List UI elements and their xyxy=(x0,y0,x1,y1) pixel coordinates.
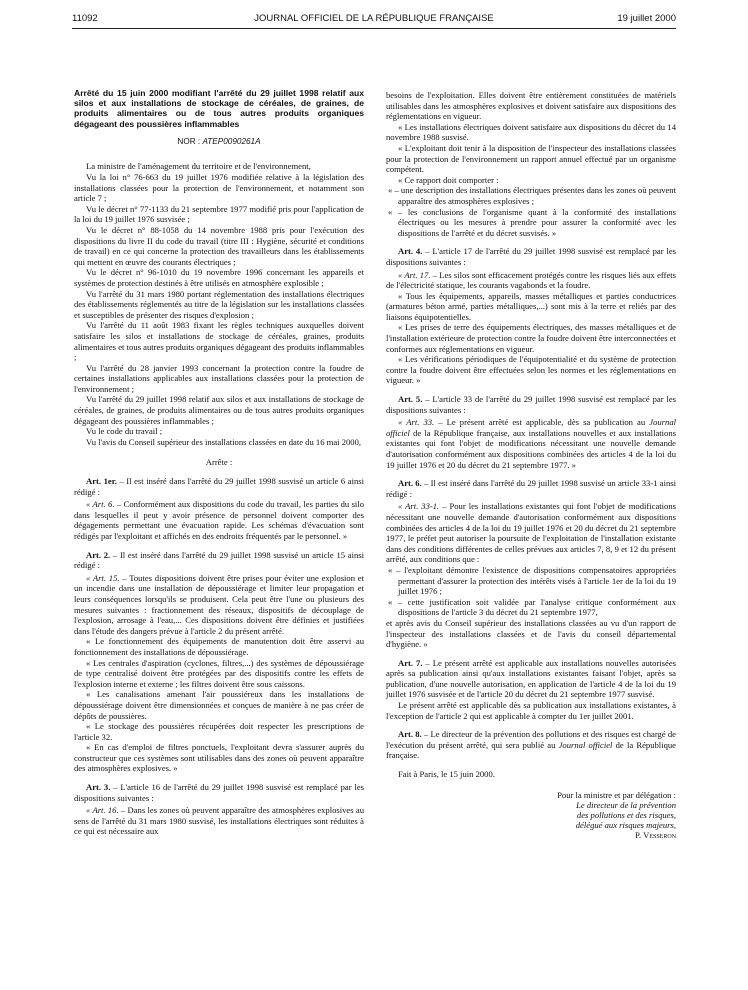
page-number: 11092 xyxy=(72,13,98,24)
article-15-paragraph: « Les canalisations amenant l'air poussiéreux dans les installations de dépoussiérage doivent être dimensionnées et conçues de manière à ne pas créer de dépôts de poussières. xyxy=(74,689,364,721)
nor-reference: NOR : ATEP0090261A xyxy=(177,136,261,146)
article-33-1-closing: et après avis du Conseil supérieur des installations classées au vu d'un rapport de l'inspecteur des installations classées et de l'avis du conseil départemental d'hygiène. » xyxy=(386,617,676,650)
visa-paragraph: Vu le code du travail ; xyxy=(86,426,163,437)
dash-item: « – cette justification soit validée par l'analyse critique conformément aux dispositions de l'article 3 du décret du 21 septembre 1977, xyxy=(388,596,676,618)
decree-title: Arrêté du 15 juin 2000 modifiant l'arrêté du 29 juillet 1998 relatif aux silos et aux installations de stockage de céréales, de graines, de produits alimentaires ou de tous autres produits organiques dégageant des poussières inflammables xyxy=(74,88,364,129)
article-2: Art. 2. – Il est inséré dans l'arrêté du 29 juillet 1998 susvisé un article 15 ainsi rédigé : xyxy=(74,549,364,571)
dash-item: « – les conclusions de l'organisme quant à la conformité des installations électriques ou les mesures à prendre pour assurer la conformité avec les dispositions de l'arrêté et du décret susvisés. » xyxy=(388,206,676,238)
visa-paragraph: Vu le décret n° 77-1133 du 21 septembre 1977 modifié pris pour l'application de la loi du 19 juillet 1976 susvisée ; xyxy=(74,203,364,225)
article-17-text: « Art. 17. – Les silos sont efficacement protégés contre les risques liés aux effets de l'électricité statique, les courants vagabonds et la foudre. xyxy=(386,269,676,291)
article-1: Art. 1er. – Il est inséré dans l'arrêté du 29 juillet 1998 susvisé un article 6 ainsi rédigé : xyxy=(74,476,364,497)
article-7-paragraph: Le présent arrêté est applicable dès sa publication aux installations existantes, à l'exception de l'article 2 qui est applicable à compter du 1er juillet 2001. xyxy=(386,700,676,721)
signature-line: délégué aux risques majeurs, xyxy=(575,820,676,831)
journal-title: JOURNAL OFFICIEL DE LA RÉPUBLIQUE FRANÇAISE xyxy=(254,13,494,24)
page-header xyxy=(72,14,676,29)
right-column xyxy=(386,90,676,841)
visa-paragraph: Vu l'arrêté du 11 août 1983 fixant les règles techniques auxquelles doivent satisfaire les silos et installations de stockage de céréales, graines, produits alimentaires et tous autres produits organiques dégageant des produits inflammables ; xyxy=(74,320,364,363)
article-16-continuation: besoins de l'exploitation. Elles doivent être entièrement constituées de matériels utilisables dans les atmosphères explosives et doivent satisfaire aux dispositions des réglementations en vigueur. xyxy=(386,90,676,122)
article-16-paragraph: « Ce rapport doit comporter : xyxy=(398,174,499,185)
visa-paragraph: Vu l'arrêté du 31 mars 1980 portant réglementation des installations électriques des établissements réglementés au titre de la législation sur les installations classées et susceptibles de présenter des risques d'explosion ; xyxy=(74,288,364,320)
dash-item: « – l'exploitant démontre l'existence de dispositions compensatoires appropriées permettant d'assurer la protection des intérêts visés à l'article 1er de la loi du 19 juillet 1976 ; xyxy=(388,564,676,597)
article-33-text: « Art. 33. – Le présent arrêté est applicable, dès sa publication au Journal officiel de la République française, aux installations nouvelles et aux installations existantes qui font l'objet de modifications nécessitant une nouvelle demande d'autorisation conformément aux dispositions combinées des articles 4 de la loi du 19 juillet 1976 et 20 du décret du 21 septembre 1977. » xyxy=(386,417,676,470)
arrete-label: Arrête : xyxy=(205,457,233,468)
article-6: Art. 6. – Il est inséré dans l'arrêté du 29 juillet 1998 susvisé un article 33-1 ainsi rédigé : xyxy=(386,478,676,499)
signature-line: des pollutions et des risques, xyxy=(576,810,676,821)
visa-paragraph: Vu l'arrêté du 29 juillet 1998 relatif aux silos et aux installations de stockage de céréales, de graines, de produits alimentaires ou de tous autres produits organiques dégageant des poussières inflammables ; xyxy=(74,394,364,426)
visa-paragraph: Vu l'avis du Conseil supérieur des installations classées en date du 16 mai 2000, xyxy=(86,436,362,447)
article-3: Art. 3. – L'article 16 de l'arrêté du 29 juillet 1998 susvisé est remplacé par les dispositions suivantes : xyxy=(74,782,364,803)
signature-line: Le directeur de la prévention xyxy=(576,799,676,810)
nor-code: ATEP0090261A xyxy=(202,136,261,146)
article-15-text: « Art. 15. – Toutes dispositions doivent être prises pour éviter une explosion et un incendie dans une installation de dépoussiérage et limiter leur propagation et leurs conséquences lorsqu'ils se produisent. Cela peut être l'une ou plusieurs des mesures suivantes : fractionnement des réseaux, dispositifs de découplage de l'explosion, arrosage à l'eau,... Ces dispositions doivent être définies et justifiées dans l'étude des dangers prévue à l'article 2 du présent arrêté. xyxy=(74,572,364,636)
article-17-paragraph: « Les prises de terre des équipements électriques, des masses métalliques et de l'installation extérieure de protection contre la foudre doivent être interconnectées et conformes aux réglementations en vigueur. xyxy=(386,322,676,354)
left-column xyxy=(74,88,364,837)
signature-block xyxy=(386,790,676,841)
dash-item: « – une description des installations électriques présentes dans les zones où peuvent apparaître des atmosphères explosives ; xyxy=(388,185,676,206)
signature-place-date: Fait à Paris, le 15 juin 2000. xyxy=(398,769,495,780)
issue-date: 19 juillet 2000 xyxy=(617,13,676,24)
article-17-paragraph: « Les vérifications périodiques de l'équipotentialité et du système de protection contre la foudre doivent être effectuées selon les normes et les réglementations en vigueur. » xyxy=(386,354,676,386)
article-15-paragraph: « Le fonctionnement des équipements de manutention doit être asservi au fonctionnement des installations de dépoussiérage. xyxy=(74,636,364,657)
visa-paragraph: Vu la loi n° 76-663 du 19 juillet 1976 modifiée relative à la législation des installations classées pour la protection de l'environnement, et notamment son article 7 ; xyxy=(74,172,364,204)
visa-paragraph: Vu le décret n° 88-1058 du 14 novembre 1988 pris pour l'exécution des dispositions du livre II du code du travail (titre III : Hygiène, sécurité et conditions de travail) en ce qui concerne la protection des travailleurs dans les établissements qui mettent en œuvre des courants électriques ; xyxy=(74,224,364,267)
visa-paragraph: Vu le décret n° 96-1010 du 19 novembre 1996 concernant les appareils et systèmes de protection destinés à être utilisés en atmosphère explosible ; xyxy=(74,267,364,288)
article-4: Art. 4. – L'article 17 de l'arrêté du 29 juillet 1998 susvisé est remplacé par les dispositions suivantes : xyxy=(386,246,676,267)
article-16-text: « Art. 16. – Dans les zones où peuvent apparaître des atmosphères explosives au sens de l'arrêté du 31 mars 1980 susvisé, les installations électriques sont réduites à ce qui est nécessaire aux xyxy=(74,805,364,837)
article-6-text: « Art. 6. – Conformément aux dispositions du code du travail, les parties du silo dans lesquelles il peut y avoir présence de personnel doivent comporter des dégagements permettant une évacuation rapide. Les schémas d'évacuation sont rédigés par l'exploitant et affichés en des endroits fréquentés par le personnel. » xyxy=(74,499,365,541)
article-33-1-text: « Art. 33-1. – Pour les installations existantes qui font l'objet de modifications nécessitant une nouvelle demande d'autorisation conformément aux dispositions combinées des articles 4 de la loi du 19 juillet 1976 et 20 du décret du 21 septembre 1977, le préfet peut autoriser la poursuite de l'exploitation de l'installation existante dans des conditions différentes de celles prévues aux articles 7, 8, 9 et 12 du présent arrêté, aux conditions que : xyxy=(386,501,676,565)
article-16-paragraph: « Les installations électriques doivent satisfaire aux dispositions du décret du 14 novembre 1988 susvisé. xyxy=(386,121,676,143)
article-7: Art. 7. – Le présent arrêté est applicable aux installations nouvelles autorisées après sa publication ainsi qu'aux installations existantes faisant l'objet, après sa publication, d'une nouvelle autorisation, en application de l'article 4 de la loi du 19 juillet 1976 susvisée et de l'article 20 du décret du 21 septembre 1977 susvisé. xyxy=(386,657,677,700)
article-15-paragraph: « Les centrales d'aspiration (cyclones, filtres,...) des systèmes de dépoussiérage de type centralisé doivent être protégées par des dispositifs contre les effets de l'explosion interne et externe ; les filtres doivent être sous caissons. xyxy=(74,657,364,689)
article-5: Art. 5. – L'article 33 de l'arrêté du 29 juillet 1998 susvisé est remplacé par les dispositions suivantes : xyxy=(386,394,676,415)
article-17-paragraph: « Tous les équipements, appareils, masses métalliques et parties conductrices (armatures béton armé, parties métalliques,...) sont mis à la terre et reliés par des liaisons équipotentielles. xyxy=(386,290,676,322)
visa-paragraph: Vu l'arrêté du 28 janvier 1993 concernant la protection contre la foudre de certaines installations applicables aux installations classées pour la protection de l'environnement ; xyxy=(74,362,364,394)
article-15-paragraph: « Le stockage des poussières récupérées doit respecter les prescriptions de l'article 32. xyxy=(74,721,364,742)
signatory-name: P. Vesseron xyxy=(635,830,676,841)
visa-paragraph: La ministre de l'aménagement du territoire et de l'environnement, xyxy=(86,161,311,172)
article-8: Art. 8. – Le directeur de la prévention des pollutions et des risques est chargé de l'exécution du présent arrêté, qui sera publié au Journal officiel de la République française. xyxy=(386,729,677,761)
visas xyxy=(74,161,364,447)
signature-line: Pour la ministre et par délégation : xyxy=(557,789,676,800)
article-16-paragraph: « L'exploitant doit tenir à la disposition de l'inspecteur des installations classées pour la protection de l'environnement un rapport annuel effectué par un organisme compétent. xyxy=(386,142,676,175)
article-15-paragraph: « En cas d'emploi de filtres ponctuels, l'exploitant devra s'assurer auprès du constructeur que ces systèmes sont utilisables dans des zones où peuvent apparaître des atmosphères explosives. » xyxy=(74,742,364,774)
